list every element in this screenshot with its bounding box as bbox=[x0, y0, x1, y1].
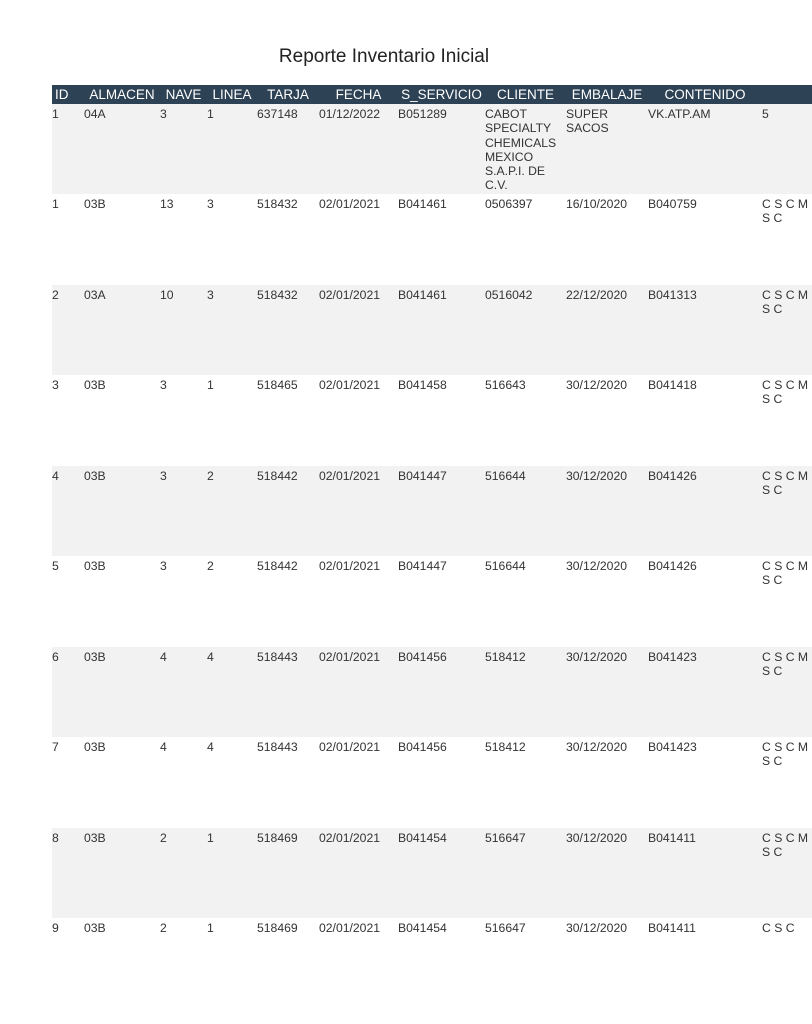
cell-id: 1 bbox=[52, 107, 59, 121]
table-row bbox=[52, 375, 812, 466]
table-row bbox=[52, 466, 812, 557]
cell-fecha: 02/01/2021 bbox=[319, 921, 380, 935]
cell-nave: 10 bbox=[160, 287, 174, 302]
cell-almacen: 03B bbox=[84, 378, 106, 392]
cell-nave: 3 bbox=[160, 559, 167, 573]
cell-extra: C S C bbox=[762, 921, 795, 935]
cell-id: 9 bbox=[52, 921, 59, 935]
table-row bbox=[52, 194, 812, 285]
table-row bbox=[52, 737, 812, 828]
cell-extra: C S C M S C bbox=[762, 830, 809, 859]
cell-cliente: 516647 bbox=[485, 830, 526, 845]
cell-cliente: CABOT SPECIALTY CHEMICALS MEXICO S.A.P.I. DE C.V. bbox=[485, 107, 557, 193]
cell-fecha: 02/01/2021 bbox=[319, 197, 380, 211]
cell-extra: C S C M S C bbox=[762, 740, 809, 769]
cell-cliente: 516644 bbox=[485, 468, 526, 483]
cell-contenido: B041411 bbox=[648, 830, 696, 845]
cell-contenido: B041313 bbox=[648, 287, 697, 302]
cell-s-servicio: B041456 bbox=[398, 649, 447, 664]
cell-tarja: 518442 bbox=[257, 468, 298, 483]
cell-s-servicio: B041458 bbox=[398, 378, 447, 392]
cell-embalaje: 30/12/2020 bbox=[566, 378, 627, 392]
cell-linea: 1 bbox=[207, 378, 214, 392]
cell-contenido: B041411 bbox=[648, 921, 696, 935]
cell-contenido: B041423 bbox=[648, 740, 697, 754]
cell-s-servicio: B041461 bbox=[398, 287, 447, 302]
cell-fecha: 01/12/2022 bbox=[319, 107, 380, 121]
inventory-table-container bbox=[52, 85, 809, 978]
cell-contenido: B041426 bbox=[648, 468, 697, 483]
cell-extra: C S C M S C bbox=[762, 468, 809, 497]
cell-cliente: 518412 bbox=[485, 649, 526, 664]
cell-id: 8 bbox=[52, 830, 59, 845]
cell-cliente: 518412 bbox=[485, 740, 526, 754]
cell-cliente: 516643 bbox=[485, 378, 526, 392]
cell-id: 6 bbox=[52, 649, 59, 664]
cell-embalaje: 22/12/2020 bbox=[566, 287, 627, 302]
cell-tarja: 518469 bbox=[257, 830, 298, 845]
cell-extra: 5 bbox=[762, 107, 769, 121]
column-header-embalaje: EMBALAJE bbox=[566, 85, 648, 104]
cell-contenido: B041418 bbox=[648, 378, 697, 392]
cell-id: 3 bbox=[52, 378, 59, 392]
column-header-tarja: TARJA bbox=[257, 85, 319, 104]
column-header-contenido: CONTENIDO bbox=[648, 85, 762, 104]
cell-embalaje: 16/10/2020 bbox=[566, 197, 627, 211]
cell-id: 7 bbox=[52, 740, 59, 754]
cell-linea: 2 bbox=[207, 559, 214, 573]
cell-contenido: B041426 bbox=[648, 559, 697, 573]
column-header-nave: NAVE bbox=[160, 85, 207, 104]
cell-tarja: 518442 bbox=[257, 559, 298, 573]
cell-s-servicio: B041454 bbox=[398, 830, 447, 845]
cell-embalaje: 30/12/2020 bbox=[566, 740, 627, 754]
cell-tarja: 637148 bbox=[257, 107, 298, 121]
inventory-table bbox=[52, 85, 812, 978]
table-row bbox=[52, 647, 812, 738]
cell-fecha: 02/01/2021 bbox=[319, 287, 380, 302]
cell-nave: 4 bbox=[160, 740, 167, 754]
cell-fecha: 02/01/2021 bbox=[319, 468, 380, 483]
table-row bbox=[52, 285, 812, 376]
cell-embalaje: 30/12/2020 bbox=[566, 559, 627, 573]
cell-almacen: 03B bbox=[84, 197, 106, 211]
column-header-fecha: FECHA bbox=[319, 85, 398, 104]
table-body bbox=[52, 104, 812, 978]
cell-almacen: 03A bbox=[84, 287, 106, 302]
cell-extra: C S C M S C bbox=[762, 197, 809, 226]
cell-s-servicio: B041461 bbox=[398, 197, 447, 211]
header-row bbox=[52, 85, 812, 104]
cell-id: 4 bbox=[52, 468, 59, 483]
cell-tarja: 518465 bbox=[257, 378, 298, 392]
cell-s-servicio: B051289 bbox=[398, 107, 447, 121]
cell-almacen: 03B bbox=[84, 649, 106, 664]
column-header-extra bbox=[762, 85, 812, 104]
cell-id: 5 bbox=[52, 559, 59, 573]
cell-id: 2 bbox=[52, 287, 59, 302]
cell-nave: 2 bbox=[160, 921, 167, 935]
cell-linea: 1 bbox=[207, 107, 214, 121]
cell-almacen: 03B bbox=[84, 468, 106, 483]
cell-fecha: 02/01/2021 bbox=[319, 378, 380, 392]
cell-id: 1 bbox=[52, 197, 59, 211]
cell-nave: 2 bbox=[160, 830, 167, 845]
cell-fecha: 02/01/2021 bbox=[319, 649, 380, 664]
cell-linea: 1 bbox=[207, 830, 214, 845]
cell-tarja: 518443 bbox=[257, 740, 298, 754]
cell-embalaje: 30/12/2020 bbox=[566, 649, 627, 664]
cell-cliente: 0506397 bbox=[485, 197, 533, 211]
table-row bbox=[52, 828, 812, 919]
cell-linea: 2 bbox=[207, 468, 214, 483]
cell-extra: C S C M S C bbox=[762, 649, 809, 678]
table-header bbox=[52, 85, 812, 104]
cell-fecha: 02/01/2021 bbox=[319, 830, 380, 845]
cell-almacen: 03B bbox=[84, 921, 106, 935]
report-title: Reporte Inventario Inicial bbox=[278, 46, 490, 67]
cell-almacen: 04A bbox=[84, 107, 106, 121]
cell-nave: 3 bbox=[160, 378, 167, 392]
cell-almacen: 03B bbox=[84, 559, 106, 573]
cell-fecha: 02/01/2021 bbox=[319, 740, 380, 754]
cell-cliente: 0516042 bbox=[485, 287, 533, 302]
cell-nave: 3 bbox=[160, 107, 167, 121]
column-header-s-servicio: S_SERVICIO bbox=[398, 85, 485, 104]
table-row bbox=[52, 104, 812, 194]
cell-tarja: 518432 bbox=[257, 197, 298, 211]
cell-extra: C S C M S C bbox=[762, 378, 809, 407]
cell-extra: C S C M S C bbox=[762, 287, 809, 316]
cell-embalaje: SUPER SACOS bbox=[566, 107, 609, 136]
cell-linea: 1 bbox=[207, 921, 214, 935]
cell-almacen: 03B bbox=[84, 740, 106, 754]
cell-linea: 3 bbox=[207, 197, 214, 211]
column-header-almacen: ALMACEN bbox=[84, 85, 160, 104]
cell-almacen: 03B bbox=[84, 830, 106, 845]
cell-nave: 3 bbox=[160, 468, 167, 483]
cell-s-servicio: B041456 bbox=[398, 740, 447, 754]
cell-nave: 4 bbox=[160, 649, 167, 664]
column-header-linea: LINEA bbox=[207, 85, 257, 104]
cell-s-servicio: B041454 bbox=[398, 921, 447, 935]
column-header-id: ID bbox=[52, 85, 84, 104]
cell-s-servicio: B041447 bbox=[398, 468, 447, 483]
cell-contenido: B041423 bbox=[648, 649, 697, 664]
cell-contenido: B040759 bbox=[648, 197, 697, 211]
table-row bbox=[52, 556, 812, 647]
cell-linea: 4 bbox=[207, 740, 214, 754]
column-header-cliente: CLIENTE bbox=[485, 85, 566, 104]
cell-cliente: 516644 bbox=[485, 559, 526, 573]
cell-tarja: 518432 bbox=[257, 287, 298, 302]
cell-embalaje: 30/12/2020 bbox=[566, 921, 627, 935]
cell-fecha: 02/01/2021 bbox=[319, 559, 380, 573]
cell-embalaje: 30/12/2020 bbox=[566, 468, 627, 483]
cell-linea: 4 bbox=[207, 649, 214, 664]
cell-cliente: 516647 bbox=[485, 921, 526, 935]
cell-embalaje: 30/12/2020 bbox=[566, 830, 627, 845]
table-row bbox=[52, 918, 812, 978]
cell-linea: 3 bbox=[207, 287, 214, 302]
cell-extra: C S C M S C bbox=[762, 559, 809, 588]
cell-tarja: 518443 bbox=[257, 649, 298, 664]
cell-tarja: 518469 bbox=[257, 921, 298, 935]
cell-s-servicio: B041447 bbox=[398, 559, 447, 573]
cell-contenido: VK.ATP.AM bbox=[648, 107, 711, 121]
cell-nave: 13 bbox=[160, 197, 174, 211]
